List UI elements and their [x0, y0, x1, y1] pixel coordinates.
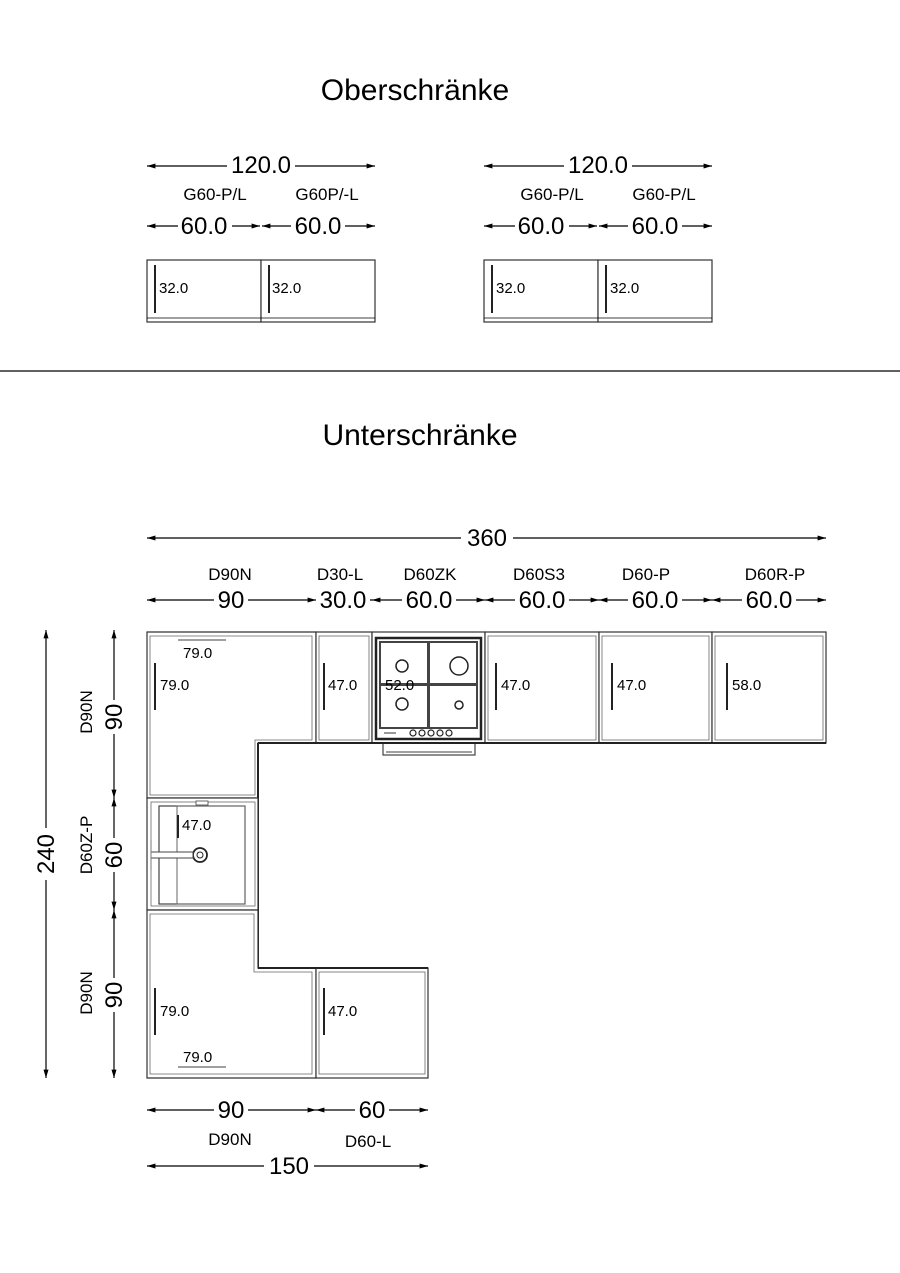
cabinet-d60-l [316, 968, 428, 1078]
sink-cabinet [147, 798, 258, 910]
upper-cabinet-1-depth: 32.0 [159, 280, 189, 297]
sink-cabinet-depth: 47.0 [182, 817, 212, 834]
cabinet-d60s3 [485, 632, 599, 743]
upper-section-title: Oberschränke [320, 74, 510, 107]
corner-cabinet-bottom [147, 910, 316, 1078]
cabinet-d60zk-depth: 52.0 [385, 677, 415, 694]
left-cabinet-3-name: D90N [77, 971, 96, 1015]
bottom-cabinet-1-width: 90 [217, 1097, 245, 1124]
cabinet-d60r-p-depth: 58.0 [732, 677, 762, 694]
upper-group-1-total-label: 120.0 [230, 152, 292, 179]
top-cabinet-3-width: 60.0 [405, 587, 453, 614]
upper-cabinet-4-depth: 32.0 [610, 280, 640, 297]
top-cabinet-1-name: D90N [208, 565, 252, 584]
sink-drain-icon [193, 848, 207, 862]
faucet-icon [151, 852, 193, 858]
top-cabinet-4-width: 60.0 [518, 587, 566, 614]
left-cabinet-2-name: D60Z-P [77, 815, 96, 875]
upper-cabinet-1-name: G60-P/L [183, 185, 247, 204]
cabinet-d60-p [599, 632, 712, 743]
left-total-label: 240 [33, 833, 60, 875]
top-cabinet-2-name: D30-L [316, 565, 364, 584]
corner-top-depth-b: 79.0 [160, 677, 190, 694]
upper-cabinet-2-name: G60P/-L [295, 185, 359, 204]
top-cabinet-3-name: D60ZK [403, 565, 457, 584]
top-cabinet-5-width: 60.0 [631, 587, 679, 614]
upper-cabinet-1-width-label: 60.0 [180, 213, 228, 240]
cabinet-d60-l-depth: 47.0 [328, 1003, 358, 1020]
lower-section-title: Unterschränke [322, 419, 518, 452]
left-cabinet-2-width: 60 [101, 841, 128, 869]
bottom-cabinet-2-width: 60 [358, 1097, 386, 1124]
upper-group-2 [484, 152, 712, 322]
corner-cabinet-top [147, 632, 316, 798]
upper-group-2-total-label: 120.0 [567, 152, 629, 179]
bottom-cabinet-2-name: D60-L [344, 1132, 392, 1151]
top-cabinet-2-width: 30.0 [319, 587, 367, 614]
top-cabinet-5-name: D60-P [621, 565, 671, 584]
bottom-total-label: 150 [268, 1153, 310, 1180]
cabinet-d60s3-depth: 47.0 [501, 677, 531, 694]
cabinet-d60r-p [712, 632, 826, 743]
top-cabinet-6-width: 60.0 [745, 587, 793, 614]
corner-bottom-depth-a: 79.0 [160, 1003, 190, 1020]
corner-top-depth-a: 79.0 [183, 645, 213, 662]
top-cabinet-1-width: 90 [217, 587, 245, 614]
upper-cabinet-2-width-label: 60.0 [294, 213, 342, 240]
upper-group-1 [147, 152, 375, 322]
top-cabinet-4-name: D60S3 [513, 565, 565, 584]
upper-cabinet-3-name: G60-P/L [520, 185, 584, 204]
top-row-total-label: 360 [466, 525, 508, 552]
upper-cabinet-4-width-label: 60.0 [631, 213, 679, 240]
upper-cabinet-3-depth: 32.0 [496, 280, 526, 297]
left-cabinet-1-name: D90N [77, 690, 96, 734]
cabinet-d30-l-depth: 47.0 [328, 677, 358, 694]
left-cabinet-1-width: 90 [101, 703, 128, 731]
cabinet-d30-l [316, 632, 372, 743]
top-cabinet-6-name: D60R-P [744, 565, 806, 584]
bottom-cabinet-1-name: D90N [208, 1130, 252, 1149]
upper-cabinet-3-width-label: 60.0 [517, 213, 565, 240]
upper-cabinet-2-depth: 32.0 [272, 280, 302, 297]
cabinet-d60-p-depth: 47.0 [617, 677, 647, 694]
cabinet-d60zk [372, 632, 485, 755]
oven-front [383, 743, 475, 755]
upper-cabinet-4-name: G60-P/L [632, 185, 696, 204]
corner-bottom-depth-b: 79.0 [183, 1049, 213, 1066]
left-cabinet-3-width: 90 [101, 981, 128, 1009]
